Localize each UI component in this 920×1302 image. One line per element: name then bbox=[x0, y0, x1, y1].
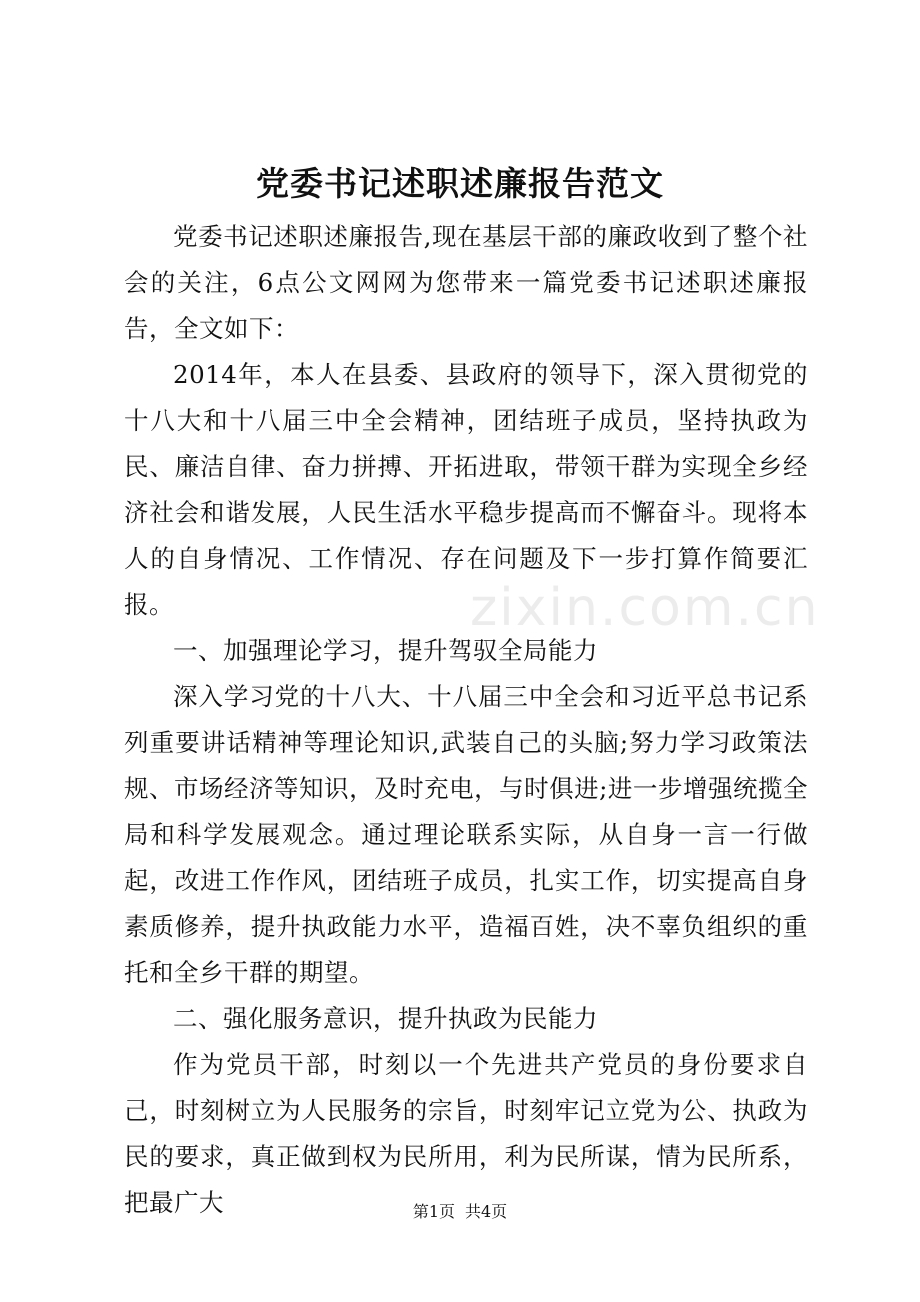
page-total: 共4页 bbox=[465, 1202, 508, 1221]
section-heading-2: 二、强化服务意识，提升执政为民能力 bbox=[173, 1004, 598, 1033]
page-footer bbox=[0, 1200, 920, 1224]
section-heading-1: 一、加强理论学习，提升驾驭全局能力 bbox=[173, 636, 598, 665]
paragraph-section-2: 作为党员干部，时刻以一个先进共产党员的身份要求自己，时刻树立为人民服务的宗旨，时刻牢记立党为公、执政为民的要求，真正做到权为民所用，利为民所谋，情为民所系，把最广大 bbox=[124, 1050, 808, 1217]
document-body bbox=[124, 214, 808, 1226]
document-title: 党委书记述职述廉报告范文 bbox=[256, 164, 664, 203]
paragraph-intro: 党委书记述职述廉报告,现在基层干部的廉政收到了整个社会的关注，6点公文网网为您带来一篇党委书记述职述廉报告，全文如下： bbox=[124, 222, 808, 343]
page-number: 第1页 bbox=[412, 1202, 455, 1221]
paragraph-section-1: 深入学习党的十八大、十八届三中全会和习近平总书记系列重要讲话精神等理论知识,武装自己的头脑;努力学习政策法规、市场经济等知识，及时充电，与时俱进;进一步增强统揽全局和科学发展观念。通过理论联系实际，从自身一言一行做起，改进工作作风，团结班子成员，扎实工作，切实提高自身素质修养，提升执政能力水平，造福百姓，决不辜负组织的重托和全乡干群的期望。 bbox=[124, 682, 808, 987]
paragraph-summary: 2014年，本人在县委、县政府的领导下，深入贯彻党的十八大和十八届三中全会精神，团结班子成员，坚持执政为民、廉洁自律、奋力拼搏、开拓进取，带领干群为实现全乡经济社会和谐发展，人民生活水平稳步提高而不懈奋斗。现将本人的自身情况、工作情况、存在问题及下一步打算作简要汇报。 bbox=[124, 360, 808, 619]
watermark: zixin.com.cn bbox=[470, 578, 820, 638]
